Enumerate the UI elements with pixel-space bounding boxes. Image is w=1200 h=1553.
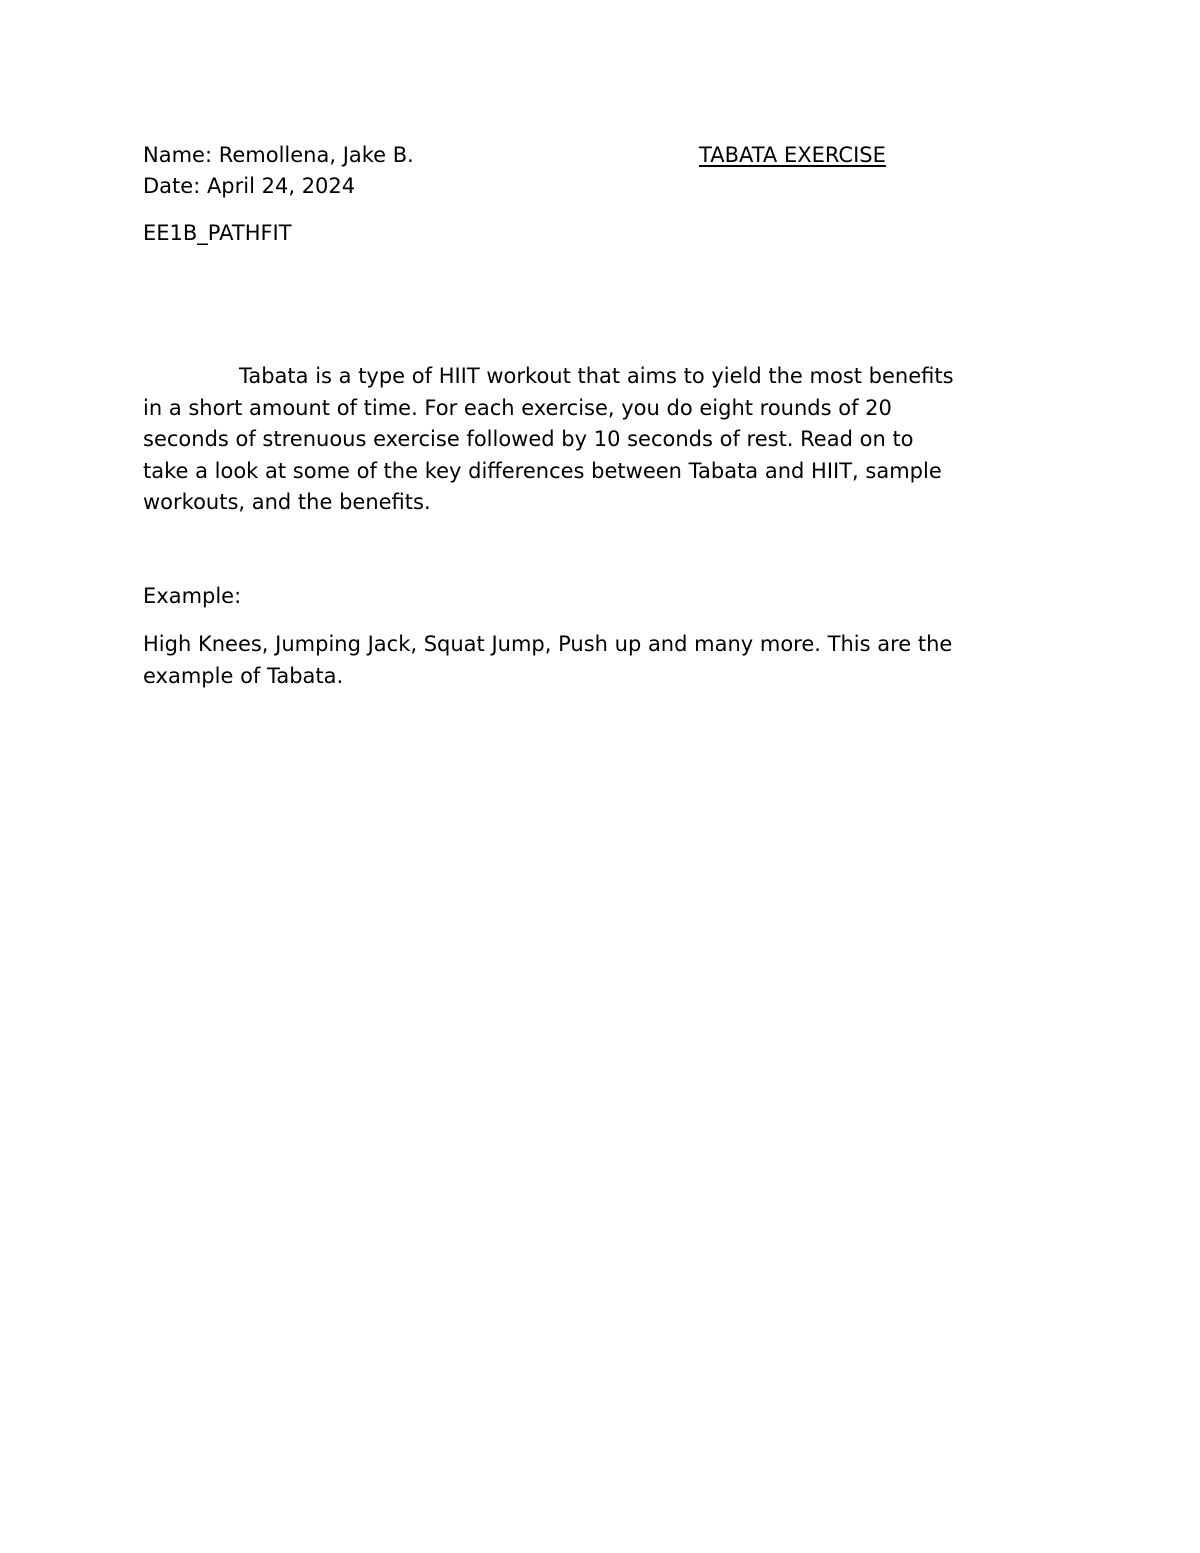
intro-paragraph: [143, 361, 1063, 519]
example-heading: Example:: [143, 584, 242, 608]
document-date: Date: April 24, 2024: [143, 174, 356, 198]
student-name: Name: Remollena, Jake B.: [143, 143, 414, 167]
example-line: High Knees, Jumping Jack, Squat Jump, Push up and many more. This are the: [143, 632, 953, 656]
intro-line: seconds of strenuous exercise followed by 10 seconds of rest. Read on to: [143, 427, 914, 451]
document-title: TABATA EXERCISE: [699, 143, 886, 167]
example-line: example of Tabata.: [143, 663, 344, 688]
intro-line: workouts, and the benefits.: [143, 490, 431, 514]
course-code: EE1B_PATHFIT: [143, 221, 292, 245]
example-paragraph: [143, 629, 1063, 692]
intro-line: [143, 361, 1063, 393]
intro-line: in a short amount of time. For each exercise, you do eight rounds of 20: [143, 395, 892, 420]
intro-line-text: Tabata is a type of HIIT workout that aims to yield the most benefits: [239, 364, 954, 388]
intro-line: take a look at some of the key differences between Tabata and HIIT, sample: [143, 458, 942, 483]
